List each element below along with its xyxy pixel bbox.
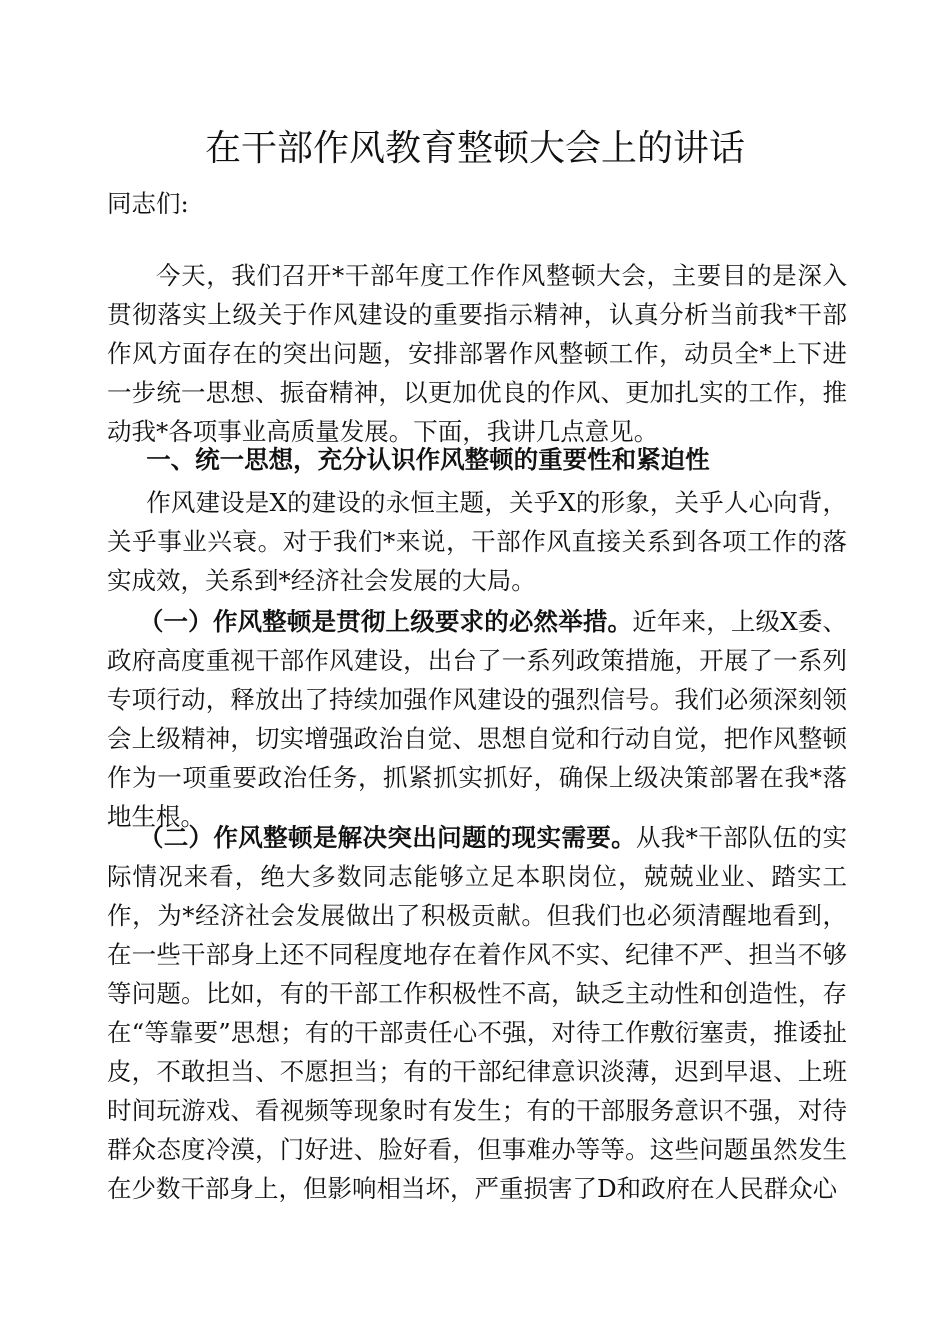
paragraph-section-2 — [107, 818, 847, 1208]
paragraph-overview: 作风建设是X的建设的永恒主题，关乎X的形象，关乎人心向背，关乎事业兴衰。对于我们*来说，干部作风直接关系到各项工作的落实成效，关系到*经济社会发展的大局。 — [107, 488, 847, 595]
document-title: 在干部作风教育整顿大会上的讲话 — [204, 128, 745, 169]
section-2-lead: （二）作风整顿是解决突出问题的现实需要。 — [138, 823, 636, 852]
paragraph-section-1 — [107, 602, 847, 836]
section-1-text: 近年来，上级X委、政府高度重视干部作风建设，出台了一系列政策措施，开展了一系列专项行动，释放出了持续加强作风建设的强烈信号。我们必须深刻领会上级精神，切实增强政治自觉、思想自觉和行动自觉，把作风整顿作为一项重要政治任务，抓紧抓实抓好，确保上级决策部署在我*落地生根。 — [107, 607, 847, 831]
section-1-lead: （一）作风整顿是贯彻上级要求的必然举措。 — [138, 607, 633, 636]
section-heading-1: 一、统一思想，充分认识作风整顿的重要性和紧迫性 — [146, 445, 710, 474]
salutation: 同志们: — [107, 189, 189, 218]
section-2-text: 从我*干部队伍的实际情况来看，绝大多数同志能够立足本职岗位，兢兢业业、踏实工作，为*经济社会发展做出了积极贡献。但我们也必须清醒地看到，在一些干部身上还不同程度地存在着作风不实、纪律不严、担当不够等问题。比如，有的干部工作积极性不高，缺乏主动性和创造性，存在“等靠要”思想；有的干部责任心不强，对待工作敷衍塞责，推诿扯皮，不敢担当、不愿担当；有的干部纪律意识淡薄，迟到早退、上班时间玩游戏、看视频等现象时有发生；有的干部服务意识不强，对待群众态度冷漠，门好进、脸好看，但事难办等等。这些问题虽然发生在少数干部身上，但影响相当坏，严重损害了D和政府在人民群众心 — [107, 823, 848, 1203]
paragraph-intro: 今天，我们召开*干部年度工作作风整顿大会，主要目的是深入贯彻落实上级关于作风建设的重要指示精神，认真分析当前我*干部作风方面存在的突出问题，安排部署作风整顿工作，动员全*上下进一步统一思想、振奋精神，以更加优良的作风、更加扎实的工作，推动我*各项事业高质量发展。下面，我讲几点意见。 — [107, 261, 847, 446]
